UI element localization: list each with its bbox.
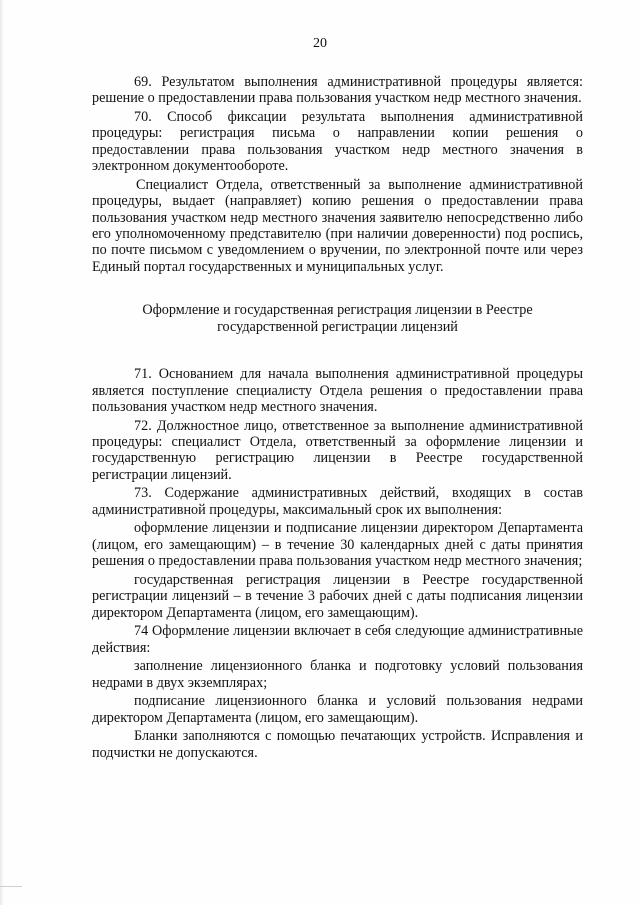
list-item-fill-form: заполнение лицензионного бланка и подготовку условий пользования недрами в двух экземплярах; [92,658,583,691]
list-item-state-registration: государственная регистрация лицензии в Реестре государственной регистрации лицензий – в течение 3 рабочих дней с даты подписания лицензии директором Департамента (лицом, его замещающим). [92,571,583,621]
paragraph-73: 73. Содержание административных действий, входящих в состав административной процедуры, максимальный срок их выполнения: [92,485,583,518]
paragraph-72: 72. Должностное лицо, ответственное за выполнение административной процедуры: специалист Отдела, ответственный за оформление лицензии и государственную регистрацию лицензии в Реестре государственной регистрации лицензий. [92,417,583,483]
paragraph-specialist-issues-copy: Специалист Отдела, ответственный за выполнение административной процедуры, выдает (направляет) копию решения о предоставлении права пользования участком недр местного значения заявителю непосредственно либо его уполномоченному представителю (при наличии доверенности) под роспись, по почте письмом с уведомлением о вручении, по электронной почте или через Единый портал государственных и муниципальных услуг. [92,176,583,275]
document-body [92,74,583,763]
list-item-sign-form: подписание лицензионного бланка и условий пользования недрами директором Департамента (лицом, его замещающим). [92,693,583,726]
section-heading-line-2: государственной регистрации лицензий [217,319,458,336]
footer-mark [0,886,22,887]
scan-edge [0,0,4,905]
paragraph-74: 74 Оформление лицензии включает в себя следующие административные действия: [92,623,583,656]
paragraph-71: 71. Основанием для начала выполнения административной процедуры является поступление специалисту Отдела решения о предоставлении права пользования участком недр местного значения. [92,366,583,416]
paragraph-forms-printing: Бланки заполняются с помощью печатающих устройств. Исправления и подчистки не допускаются. [92,728,583,761]
paragraph-70: 70. Способ фиксации результата выполнения административной процедуры: регистрация письма о направлении копии решения о предоставлении права пользования участком недр местного значения в электронном документообороте. [92,109,583,175]
page-number: 20 [313,36,327,51]
list-item-license-preparation: оформление лицензии и подписание лицензии директором Департамента (лицом, его замещающим) – в течение 30 календарных дней с даты принятия решения о предоставлении права пользования участком недр местного значения; [92,520,583,570]
paragraph-69: 69. Результатом выполнения административной процедуры является: решение о предоставлении права пользования участком недр местного значения. [92,74,583,107]
section-heading-line-1: Оформление и государственная регистрация лицензии в Реестре [142,302,533,319]
section-heading [92,302,583,336]
